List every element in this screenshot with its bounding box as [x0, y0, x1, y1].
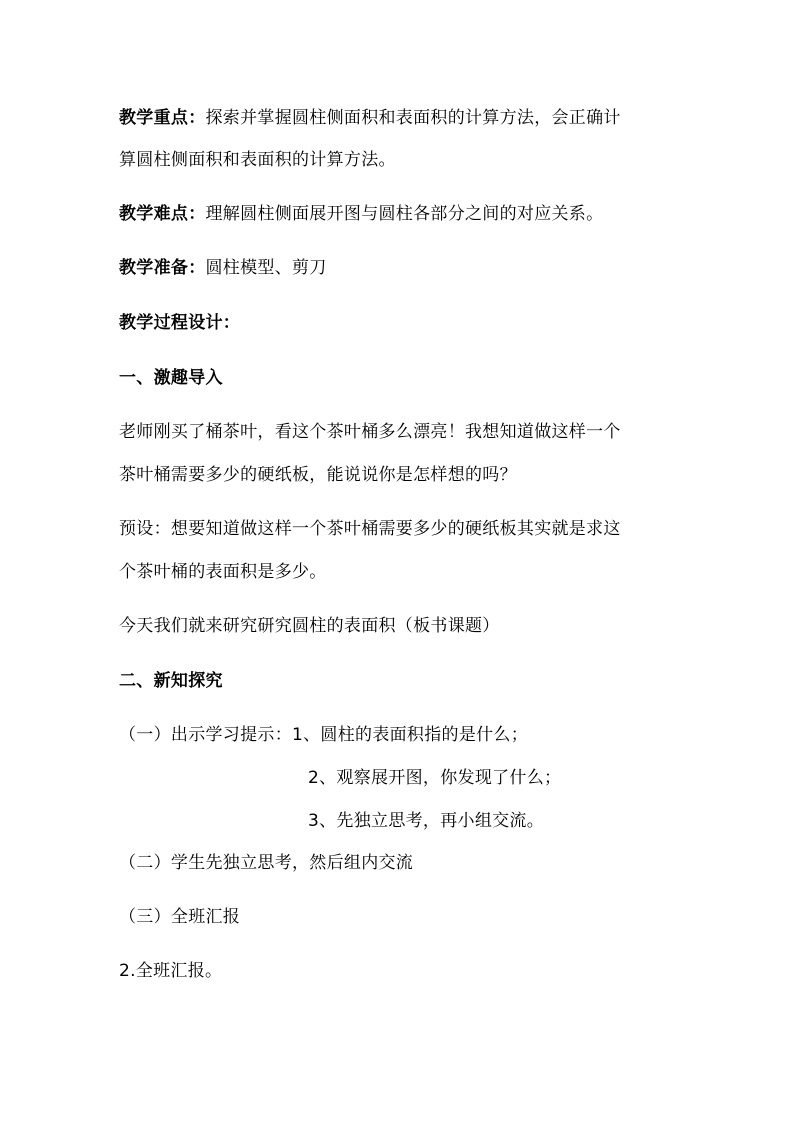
section2-step2: （二）学生先独立思考，然后组内交流 — [119, 853, 414, 873]
teaching-difficulty-label: 教学难点： — [119, 204, 206, 224]
section2-heading: 二、新知探究 — [119, 671, 223, 691]
section1-para1-line-2: 茶叶桶需要多少的硬纸板，能说说你是怎样想的吗？ — [119, 465, 517, 485]
teaching-focus-label: 教学重点： — [119, 108, 206, 128]
teaching-preparation-label: 教学准备： — [119, 258, 206, 278]
teaching-preparation-text: 圆柱模型、剪刀 — [205, 258, 327, 278]
section2-step3: （三）全班汇报 — [119, 907, 241, 927]
section2-report: 2.全班汇报。 — [119, 961, 223, 981]
teaching-difficulty-line — [119, 203, 603, 225]
section2-step1-item3: 3、先独立思考，再小组交流。 — [308, 811, 545, 831]
teaching-focus-line-1 — [119, 107, 621, 129]
section1-para1-line-1: 老师刚买了桶茶叶，看这个茶叶桶多么漂亮！我想知道做这样一个 — [119, 422, 621, 442]
teaching-difficulty-text: 理解圆柱侧面展开图与圆柱各部分之间的对应关系。 — [205, 204, 604, 224]
section1-para2-line-2: 个茶叶桶的表面积是多少。 — [119, 562, 327, 582]
teaching-focus-text: 探索并掌握圆柱侧面积和表面积的计算方法，会正确计 — [205, 108, 621, 128]
section1-heading: 一、激趣导入 — [119, 368, 223, 388]
process-heading: 教学过程设计： — [119, 313, 241, 333]
section1-para2-line-1: 预设：想要知道做这样一个茶叶桶需要多少的硬纸板其实就是求这 — [119, 519, 621, 539]
teaching-preparation-line — [119, 257, 327, 279]
section1-para3: 今天我们就来研究研究圆柱的表面积（板书课题） — [119, 616, 500, 636]
teaching-focus-line-2: 算圆柱侧面积和表面积的计算方法。 — [119, 150, 396, 170]
section2-step1-item2: 2、观察展开图，你发现了什么； — [308, 768, 562, 788]
section2-step1: （一）出示学习提示：1、圆柱的表面积指的是什么； — [119, 725, 529, 745]
